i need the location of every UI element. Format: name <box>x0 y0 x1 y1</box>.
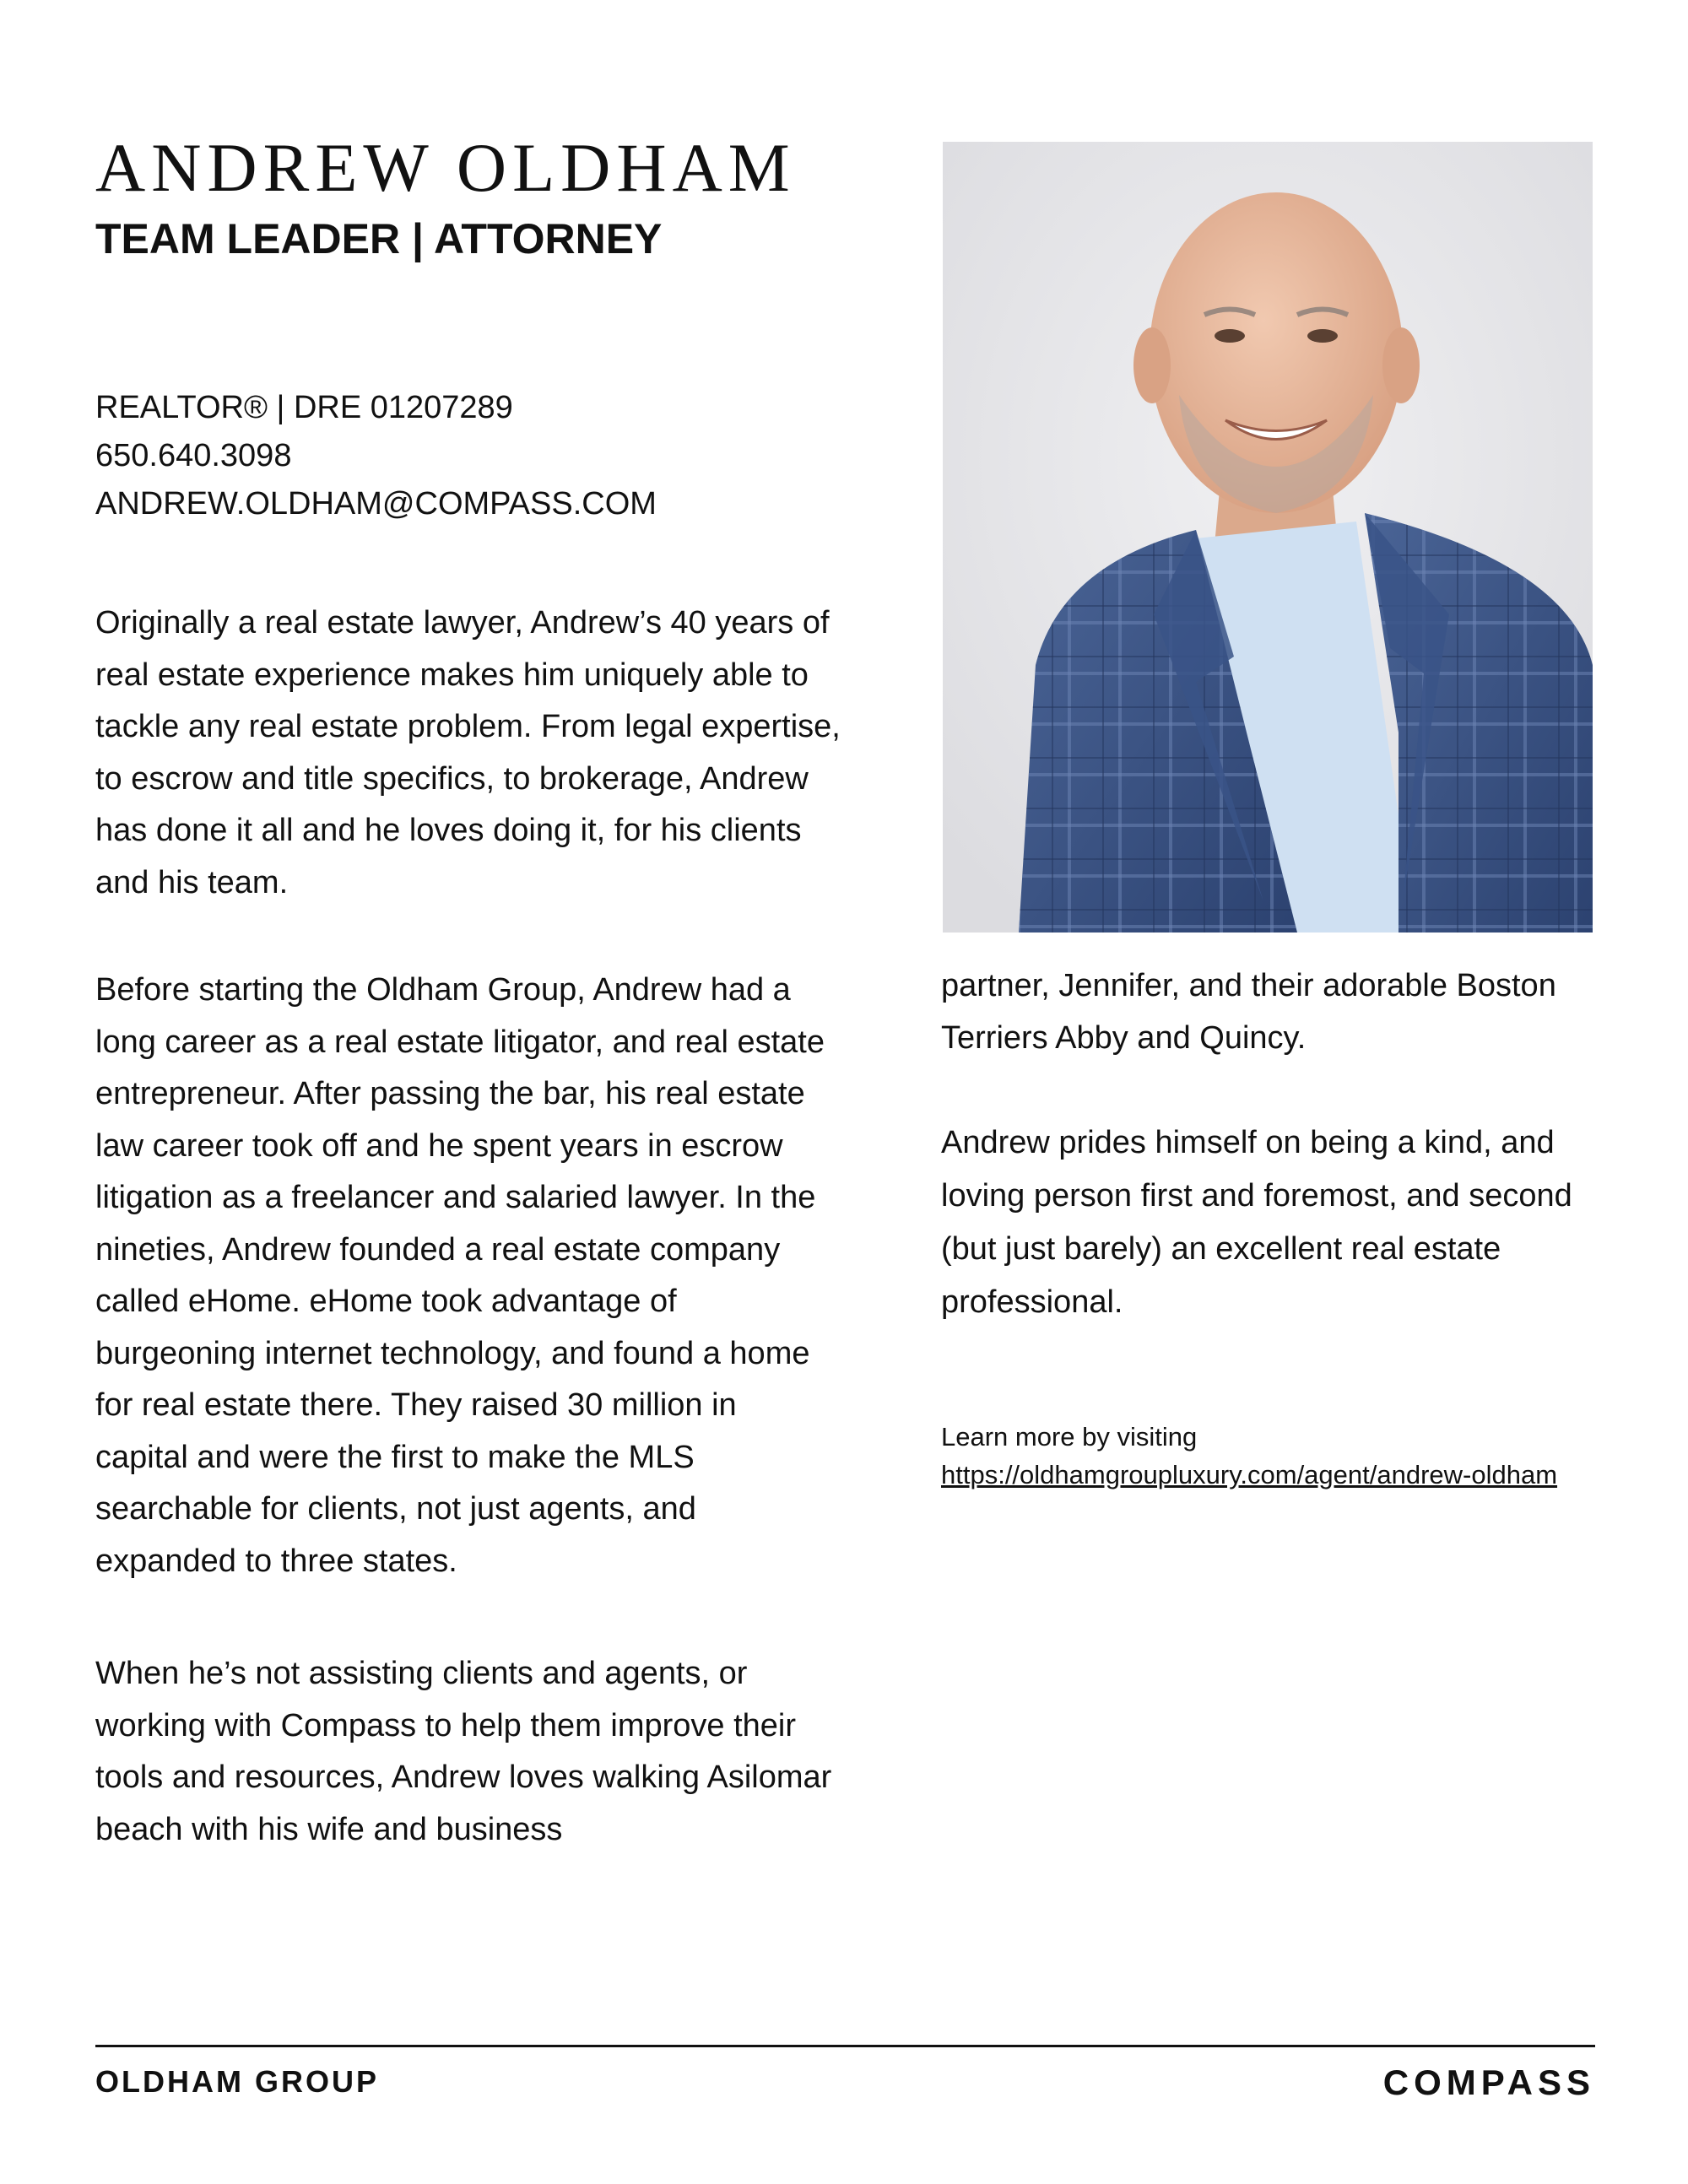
footer-divider <box>95 2045 1595 2047</box>
learn-more-label: Learn more by visiting <box>941 1422 1198 1451</box>
headshot-photo <box>943 142 1593 933</box>
agent-name: ANDREW OLDHAM <box>95 129 796 206</box>
group-wordmark: OLDHAM GROUP <box>95 2064 379 2099</box>
contact-block <box>95 384 657 528</box>
license-line: REALTOR® | DRE 01207289 <box>95 390 513 425</box>
profile-link[interactable]: https://oldhamgroupluxury.com/agent/andrew-oldham <box>941 1460 1558 1489</box>
bio-paragraph-1: Originally a real estate lawyer, Andrew’s 40 years of real estate experience makes him uniquely able to tackle any real estate problem. From legal expertise, to escrow and title specifics, to brokerage, Andrew has done it all and he loves doing it, for his clients and his team. <box>95 605 841 900</box>
compass-logo: COMPASS <box>1382 2062 1595 2102</box>
bio-paragraph-2: Before starting the Oldham Group, Andrew had a long career as a real estate litigator, and real estate entrepreneur. After passing the bar, his real estate law career took off and he spent years in escrow litigation as a freelancer and salaried lawyer. In the nineties, Andrew founded a real estate company called eHome. eHome took advantage of burgeoning internet technology, and found a home for real estate there. They raised 30 million in capital and were the first to make the MLS searchable for clients, not just agents, and expanded to three states. <box>95 972 825 1579</box>
agent-role: TEAM LEADER | ATTORNEY <box>95 215 663 262</box>
phone-line: 650.640.3098 <box>95 438 292 473</box>
bio-paragraph-4: Andrew prides himself on being a kind, and loving person first and foremost, and second (but just barely) an excellent real estate professional. <box>941 1125 1572 1320</box>
bio-paragraph-3-continued: partner, Jennifer, and their adorable Boston Terriers Abby and Quincy. <box>941 968 1556 1056</box>
bio-paragraph-3: When he’s not assisting clients and agents, or working with Compass to help them improve their tools and resources, Andrew loves walking Asilomar beach with his wife and business <box>95 1656 832 1847</box>
email-line: ANDREW.OLDHAM@COMPASS.COM <box>95 486 657 522</box>
learn-more-block <box>941 1418 1557 1494</box>
